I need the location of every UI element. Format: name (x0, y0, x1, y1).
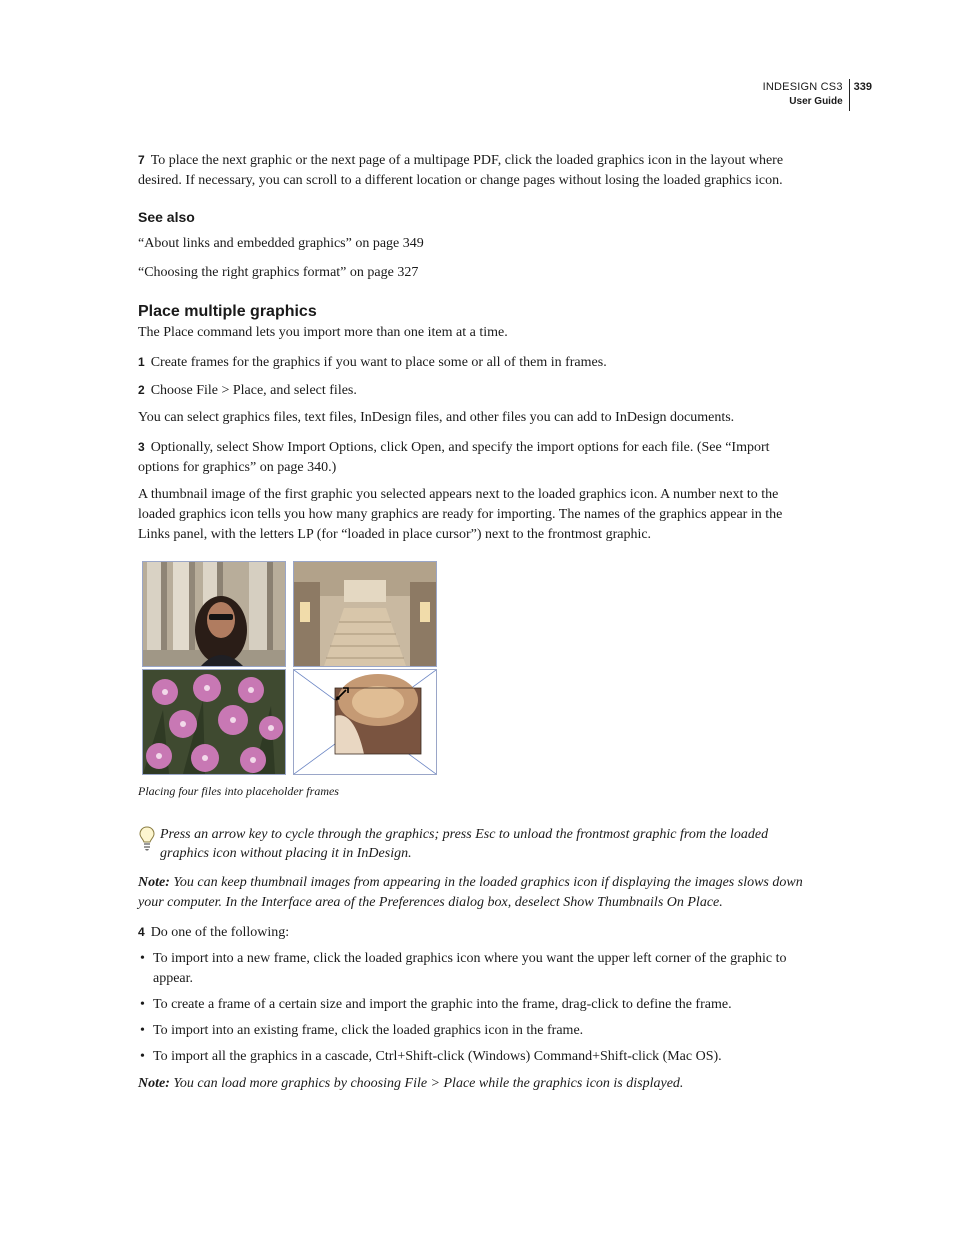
step-number: 2 (138, 383, 145, 397)
running-header (763, 79, 872, 111)
photo-grand-staircase (293, 561, 437, 667)
placeholder-frames-figure (138, 561, 438, 777)
page-content (138, 150, 814, 1094)
photo-pink-flowers (142, 669, 286, 775)
empty-placeholder-frame (293, 669, 437, 775)
step-number: 7 (138, 153, 145, 167)
bullet-glyph: • (140, 1023, 145, 1038)
note-label: Note: (138, 1076, 170, 1091)
list-item-text: To import into a new frame, click the loaded graphics icon where you want the upper left corner of the graphic to appear. (153, 951, 787, 986)
bullet-glyph: • (140, 997, 145, 1012)
header-product: INDESIGN CS3 (762, 81, 843, 93)
options-list (138, 949, 814, 1067)
step-2-note: You can select graphics files, text files, InDesign files, and other files you can add to InDesign documents. (138, 410, 735, 425)
list-item-text: To import all the graphics in a cascade, Ctrl+Shift-click (Windows) Command+Shift-click (Mac OS). (153, 1049, 722, 1064)
list-item-text: To create a frame of a certain size and import the graphic into the frame, drag-click to define the frame. (153, 997, 732, 1012)
step-3 (138, 437, 814, 478)
list-item-text: To import into an existing frame, click the loaded graphics icon in the frame. (153, 1023, 584, 1038)
step-3-detail: A thumbnail image of the first graphic you selected appears next to the loaded graphics icon. A number next to the loaded graphics icon tells you how many graphics are ready for importing. The names of the graphics appear in the Links panel, with the letters LP (for “loaded in place cursor”) next to the frontmost graphic. (138, 487, 783, 542)
note-thumbnails (138, 873, 814, 913)
header-guide: User Guide (789, 96, 843, 107)
note-load-more (138, 1074, 814, 1094)
step-1 (138, 352, 814, 373)
bullet-glyph: • (140, 951, 145, 966)
list-item (138, 995, 814, 1015)
note-label: Note: (138, 875, 170, 890)
step-text: Choose File > Place, and select files. (150, 383, 357, 398)
see-also-link-2[interactable]: “Choosing the right graphics format” on page 327 (138, 265, 419, 280)
bullet-glyph: • (140, 1049, 145, 1064)
photo-woman-columns (142, 561, 286, 667)
lightbulb-icon (138, 825, 156, 851)
section-intro: The Place command lets you import more than one item at a time. (138, 325, 508, 340)
list-item (138, 949, 814, 989)
figure-caption: Placing four files into placeholder frames (138, 784, 339, 798)
see-also-heading: See also (138, 209, 195, 225)
tip-paragraph (138, 825, 814, 863)
step-4 (138, 922, 814, 943)
step-7 (138, 150, 814, 191)
note-text: You can load more graphics by choosing File > Place while the graphics icon is displayed. (169, 1076, 684, 1091)
loaded-graphics-cursor-icon (334, 686, 350, 702)
list-item (138, 1021, 814, 1041)
tip-text: Press an arrow key to cycle through the graphics; press Esc to unload the frontmost graphic from the loaded graphics icon without placing it in InDesign. (160, 827, 769, 861)
step-number: 3 (138, 440, 145, 454)
note-text: You can keep thumbnail images from appearing in the loaded graphics icon if displaying the images slows down your computer. In the Interface area of the Preferences dialog box, deselect Show Thumbnails On Place. (138, 875, 803, 910)
step-number: 1 (138, 355, 145, 369)
see-also-link-1[interactable]: “About links and embedded graphics” on page 349 (138, 236, 424, 251)
list-item (138, 1047, 814, 1067)
step-text: Optionally, select Show Import Options, click Open, and specify the import options for each file. (See “Import options for graphics” on page 340.) (138, 440, 770, 475)
page-number: 339 (853, 81, 872, 93)
step-text: Do one of the following: (150, 925, 290, 940)
step-number: 4 (138, 925, 145, 939)
step-text: Create frames for the graphics if you want to place some or all of them in frames. (150, 355, 607, 370)
section-heading: Place multiple graphics (138, 303, 317, 320)
header-titles (763, 79, 850, 111)
step-2 (138, 380, 814, 401)
step-text: To place the next graphic or the next page of a multipage PDF, click the loaded graphics icon in the layout where desired. If necessary, you can scroll to a different location or change pages without losing the loaded graphics icon. (138, 153, 784, 188)
